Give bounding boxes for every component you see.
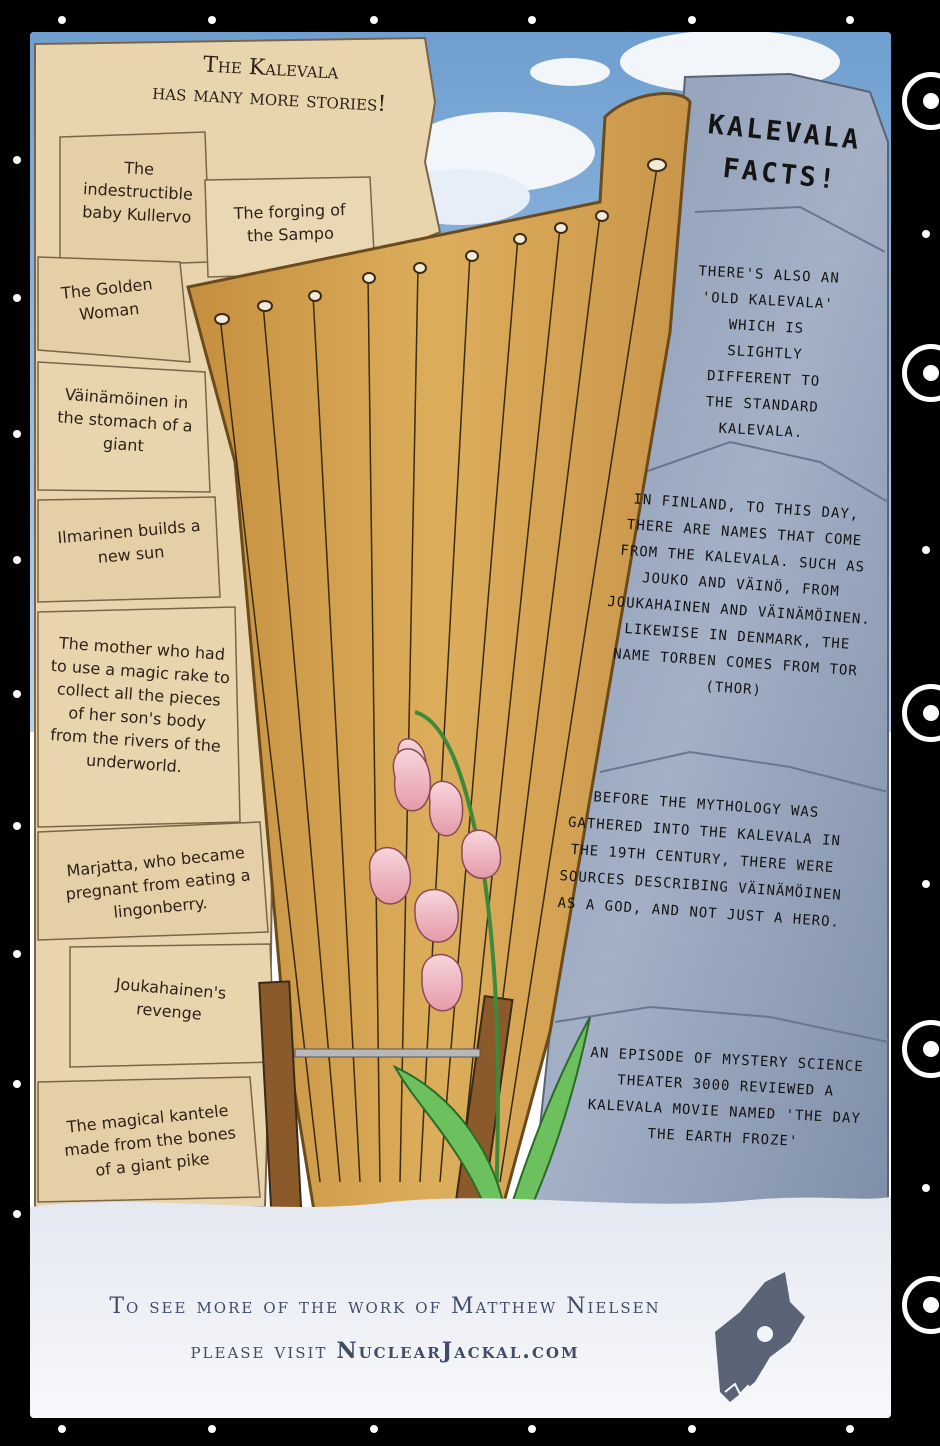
footer-visit-prefix: please visit xyxy=(190,1339,328,1364)
stories-heading-line2: has many more stories! xyxy=(151,79,387,118)
story-item: The forging of the Sampo xyxy=(233,200,346,246)
story-item: The Golden Woman xyxy=(60,274,154,325)
facts-title-line2: FACTS! xyxy=(721,152,840,196)
story-item: Ilmarinen builds a new sun xyxy=(56,515,202,567)
binder-hole-icon xyxy=(902,684,940,742)
fact-item: AN EPISODE OF MYSTERY SCIENCE THEATER 3000 REVIEWED A KALEVALA MOVIE NAMED 'THE DAY THE EARTH FROZE' xyxy=(587,1044,864,1150)
story-item: The mother who had to use a magic rake to collect all the pieces of her son's body from the rivers of the underworld. xyxy=(49,633,231,777)
binder-hole-icon xyxy=(902,1020,940,1078)
fact-item: THERE'S ALSO AN 'OLD KALEVALA' WHICH IS SLIGHTLY DIFFERENT TO THE STANDARD KALEVALA. xyxy=(698,263,841,442)
facts-title-line1: KALEVALA xyxy=(706,109,863,157)
binder-hole-icon xyxy=(902,72,940,130)
story-item: Väinämöinen in the stomach of a giant xyxy=(56,384,194,456)
comic-panel xyxy=(30,32,891,1418)
story-item: Marjatta, who became pregnant from eating a lingonberry. xyxy=(64,842,252,922)
story-item: Joukahainen's revenge xyxy=(115,974,227,1024)
binder-hole-icon xyxy=(902,1276,940,1334)
stories-heading-line1: The Kalevala xyxy=(202,52,340,85)
fact-item: IN FINLAND, TO THIS DAY, THERE ARE NAMES THAT COME FROM THE KALEVALA. SUCH AS JOUKO AND VÄINÖ, FROM JOUKAHAINEN AND VÄINÄMÖINEN. LIKEWISE IN DENMARK, THE NAME TORBEN COMES FROM TOR (THOR) xyxy=(606,491,872,699)
footer-visit xyxy=(60,1338,710,1364)
fact-item: BEFORE THE MYTHOLOGY WAS GATHERED INTO THE KALEVALA IN THE 19TH CENTURY, THERE WERE SOURCES DESCRIBING VÄINÄMÖINEN AS A GOD, AND NOT JUST A HERO. xyxy=(557,789,843,931)
footer-site-link[interactable]: NuclearJackal.com xyxy=(336,1338,580,1364)
story-item: The indestructible baby Kullervo xyxy=(81,158,194,227)
binder-hole-icon xyxy=(902,344,940,402)
footer-credit: To see more of the work of Matthew Nielsen xyxy=(109,1294,661,1319)
story-item: The magical kantele made from the bones of a giant pike xyxy=(63,1100,237,1180)
